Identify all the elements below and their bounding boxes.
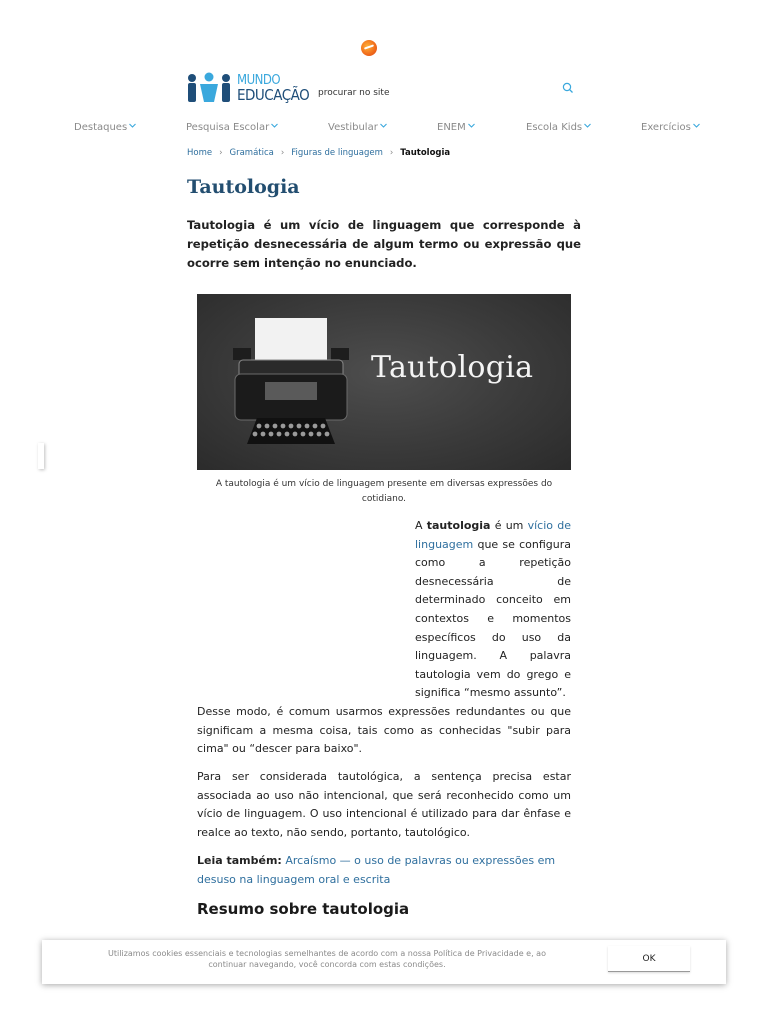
search-bar	[318, 80, 580, 98]
breadcrumb-separator-icon: ›	[219, 148, 223, 158]
nav-label: ENEM	[437, 122, 466, 133]
logo-people-icon	[186, 72, 232, 104]
nav-item-enem[interactable]	[437, 122, 475, 133]
nav-label: Vestibular	[328, 122, 378, 133]
article-paragraph-2: Para ser considerada tautológica, a sentença precisa estar associada ao uso não intencional, que será reconhecido como um vício de linguagem. O uso intencional é utilizado para dar ênfase e realce ao texto, não sendo, portanto, tautológico.	[197, 770, 571, 839]
article-paragraph-1-continued: Desse modo, é comum usarmos expressões redundantes ou que significam a mesma coisa, tais como as conhecidas "subir para cima" ou “descer para baixo".	[197, 705, 571, 756]
logo-line-2: EDUCAÇÃO	[237, 86, 310, 104]
article-paragraph-1	[415, 517, 571, 703]
nav-label: Destaques	[74, 122, 128, 133]
cookie-text: Utilizamos cookies essenciais e tecnologias semelhantes de acordo com a nossa Política de Privacidade e, ao continuar navegando, você concorda com estas condições.	[108, 949, 546, 969]
image-caption: A tautologia é um vício de linguagem presente em diversas expressões do cotidiano.	[215, 479, 553, 504]
nav-item-destaques[interactable]	[74, 122, 136, 133]
breadcrumb-gramatica[interactable]: Gramática	[229, 148, 274, 158]
hero-image-text: Tautologia	[371, 350, 534, 385]
section-heading-resumo: Resumo sobre tautologia	[197, 900, 410, 918]
chevron-down-icon	[693, 122, 700, 129]
logo-line-1: MUNDO	[237, 73, 281, 88]
bold-term: tautologia	[426, 519, 491, 532]
chevron-down-icon	[584, 122, 591, 129]
article-hero-image	[197, 294, 571, 470]
breadcrumb-separator-icon: ›	[280, 148, 285, 158]
read-also-label: Leia também:	[197, 854, 282, 867]
text-span: que se configura como a repetição desnecessária de determinado conceito em contextos e momentos específicos do uso da linguagem. A palavra tautologia vem do grego e significa “mesmo assunto”.	[415, 537, 571, 700]
cookie-banner	[42, 940, 726, 984]
page-title: Tautologia	[187, 176, 300, 198]
site-logo[interactable]	[186, 69, 310, 107]
breadcrumb-home[interactable]: Home	[187, 148, 213, 158]
link-arcaismo[interactable]: Arcaísmo — o uso de palavras ou expressões em desuso na linguagem oral e escrita	[197, 854, 556, 886]
nav-item-escola-kids[interactable]	[526, 122, 591, 133]
breadcrumb-current: Tautologia	[400, 148, 451, 158]
text-span: é um	[490, 519, 528, 532]
side-widget-tab[interactable]	[38, 443, 44, 469]
nav-item-exercicios[interactable]	[641, 122, 700, 133]
article-lead: Tautologia é um vício de linguagem que corresponde à repetição desnecessária de algum termo ou expressão que ocorre sem intenção no enunciado.	[187, 218, 581, 270]
chevron-down-icon	[129, 122, 136, 129]
breadcrumb-separator-icon: ›	[389, 148, 394, 158]
breadcrumb-figuras[interactable]: Figuras de linguagem	[291, 148, 383, 158]
chevron-down-icon	[468, 122, 475, 129]
nav-label: Exercícios	[641, 122, 691, 133]
breadcrumb	[187, 148, 450, 158]
read-also-paragraph	[197, 852, 571, 889]
nav-item-pesquisa-escolar[interactable]	[186, 122, 278, 133]
promo-badge-icon[interactable]	[361, 40, 377, 56]
main-nav	[0, 122, 768, 140]
cookie-ok-button[interactable]: OK	[608, 946, 690, 972]
nav-item-vestibular[interactable]	[328, 122, 387, 133]
chevron-down-icon	[271, 122, 278, 129]
logo-text	[237, 74, 309, 102]
chevron-down-icon	[380, 122, 387, 129]
link-vicio-de-linguagem[interactable]: vício de linguagem	[415, 519, 571, 551]
typewriter-illustration	[215, 308, 365, 458]
search-input[interactable]	[318, 84, 548, 102]
nav-label: Escola Kids	[526, 122, 583, 133]
text-span: A	[415, 519, 427, 532]
nav-label: Pesquisa Escolar	[186, 122, 270, 133]
search-icon[interactable]	[562, 82, 574, 94]
